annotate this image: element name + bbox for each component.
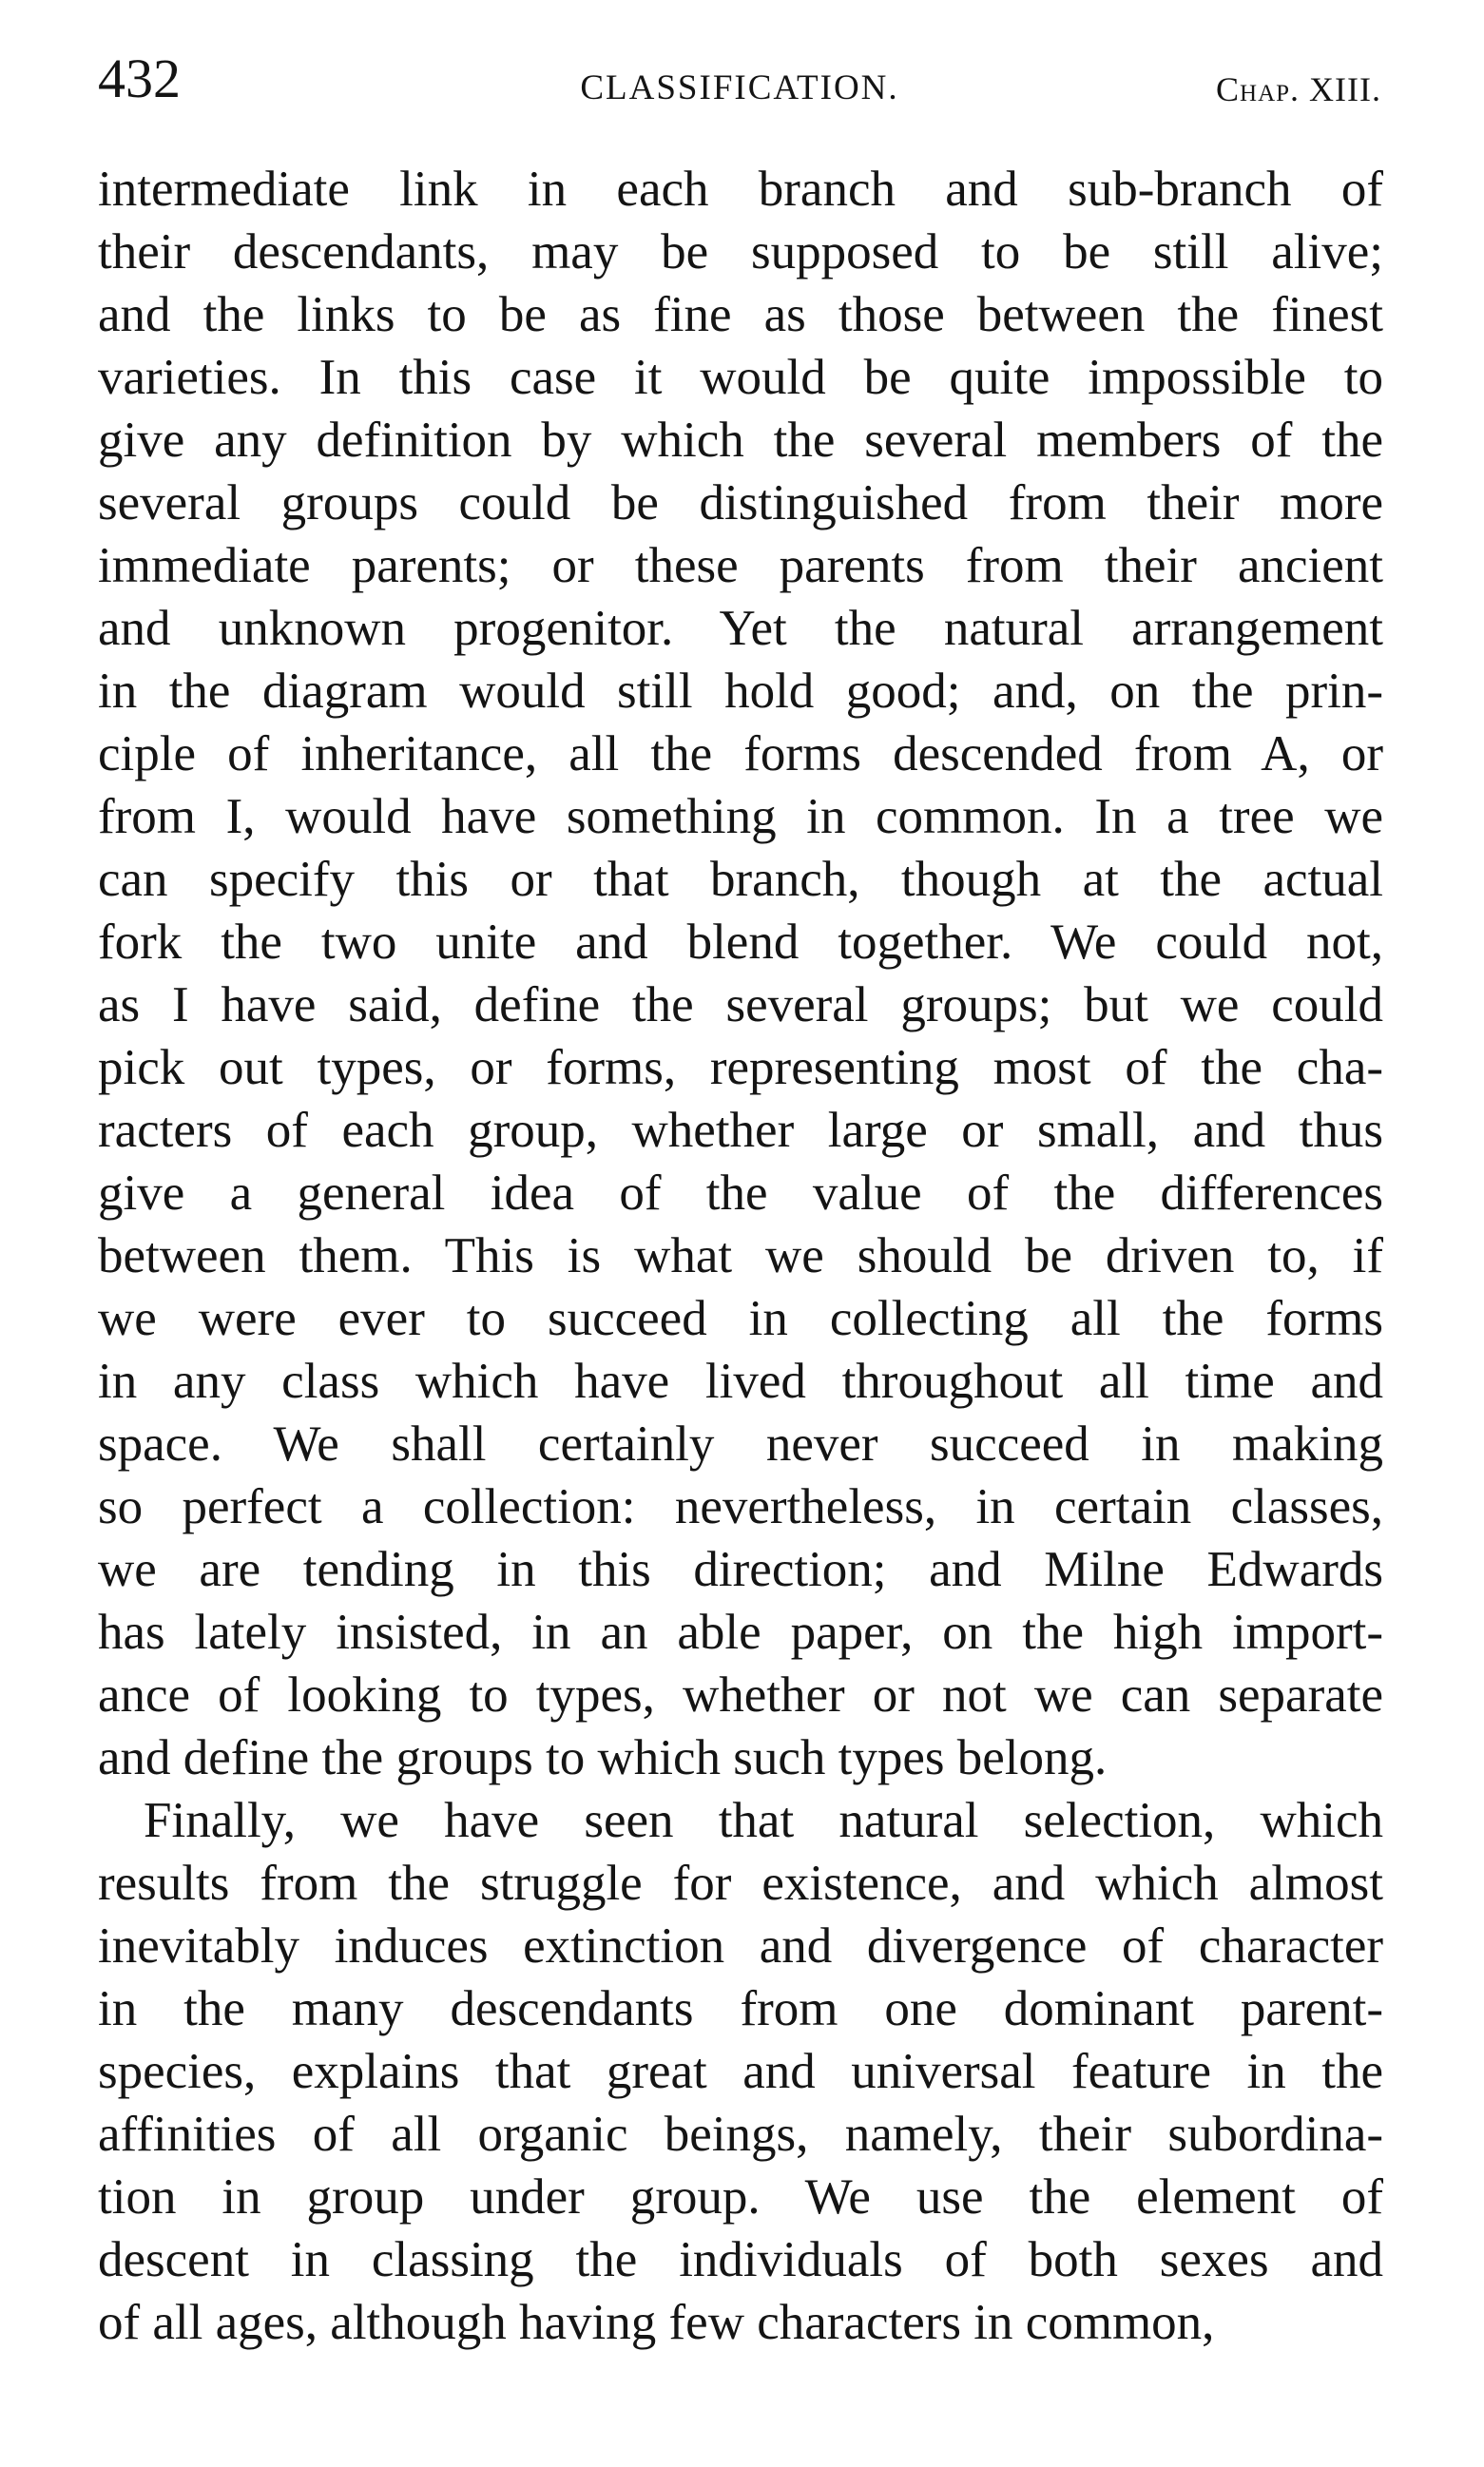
- text-line: varieties. In this case it would be quite impossible to: [98, 350, 1383, 405]
- text-line: species, explains that great and universal feature in the: [98, 2044, 1383, 2099]
- text-line: in the diagram would still hold good; and, on the prin-: [98, 664, 1383, 719]
- text-line: tion in group under group. We use the element of: [98, 2169, 1383, 2225]
- chapter-reference: Chap. XIII.: [1216, 70, 1381, 108]
- text-line: space. We shall certainly never succeed in making: [98, 1417, 1383, 1472]
- body-text: [98, 158, 1383, 2354]
- text-line: can specify this or that branch, though at the actual: [98, 852, 1383, 907]
- text-line: fork the two unite and blend together. We could not,: [98, 915, 1383, 970]
- text-line: Finally, we have seen that natural selection, which: [144, 1793, 1383, 1848]
- text-line: give any definition by which the several members of the: [98, 413, 1383, 468]
- text-line: racters of each group, whether large or small, and thus: [98, 1103, 1383, 1158]
- text-line: ciple of inheritance, all the forms descended from A, or: [98, 726, 1383, 781]
- text-line: inevitably induces extinction and divergence of character: [98, 1918, 1383, 1974]
- text-line: affinities of all organic beings, namely, their subordina-: [98, 2107, 1383, 2162]
- page-number: 432: [98, 48, 181, 109]
- text-line: has lately insisted, in an able paper, on the high import-: [98, 1605, 1383, 1660]
- text-line: give a general idea of the value of the differences: [98, 1166, 1383, 1221]
- text-line: in the many descendants from one dominant parent-: [98, 1981, 1383, 2036]
- text-line: so perfect a collection: nevertheless, in certain classes,: [98, 1479, 1383, 1534]
- text-line: descent in classing the individuals of both sexes and: [98, 2232, 1383, 2287]
- text-line: from I, would have something in common. In a tree we: [98, 789, 1383, 844]
- text-line: and unknown progenitor. Yet the natural arrangement: [98, 601, 1383, 656]
- text-line: pick out types, or forms, representing most of the cha-: [98, 1040, 1383, 1095]
- text-line: and define the groups to which such types belong.: [98, 1730, 1108, 1785]
- text-line: intermediate link in each branch and sub-branch of: [98, 162, 1383, 217]
- text-line: as I have said, define the several groups; but we could: [98, 977, 1383, 1032]
- text-line: results from the struggle for existence, and which almost: [98, 1856, 1383, 1911]
- text-line: ance of looking to types, whether or not we can separate: [98, 1667, 1383, 1723]
- running-head: [98, 46, 1381, 122]
- text-line: their descendants, may be supposed to be still alive;: [98, 224, 1383, 279]
- paragraph: [98, 158, 1383, 1789]
- text-line: we were ever to succeed in collecting all the forms: [98, 1291, 1383, 1346]
- text-line: and the links to be as fine as those between the finest: [98, 287, 1383, 342]
- paragraph: [98, 1789, 1383, 2354]
- text-line: immediate parents; or these parents from their ancient: [98, 538, 1383, 593]
- text-line: between them. This is what we should be driven to, if: [98, 1228, 1383, 1283]
- text-line: we are tending in this direction; and Milne Edwards: [98, 1542, 1383, 1597]
- text-line: of all ages, although having few characters in common,: [98, 2295, 1215, 2350]
- chapter-title: CLASSIFICATION.: [580, 68, 899, 107]
- text-line: several groups could be distinguished from their more: [98, 475, 1383, 530]
- text-line: in any class which have lived throughout all time and: [98, 1354, 1383, 1409]
